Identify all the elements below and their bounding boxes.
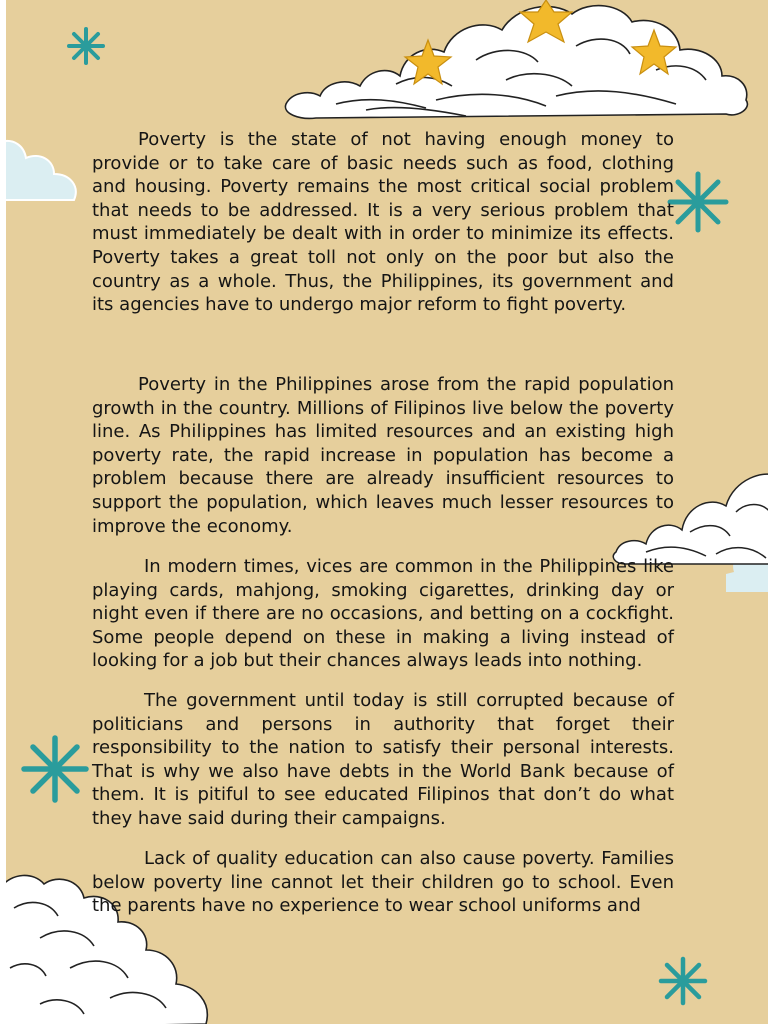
paragraph-education: Lack of quality education can also cause poverty. Families below poverty line cannot let their children go to school. Even the parents have no experience to wear school uniforms and [92,848,674,917]
paragraph-vices: In modern times, vices are common in the Philippines like playing cards, mahjong, smoking cigarettes, drinking day or night even if there are no occasions, and betting on a cockfight. Some people depend on these in making a living instead of looking for a job but their chances always leads into nothing. [92,556,674,672]
asterisk-icon [656,954,710,1008]
paragraph-population: Poverty in the Philippines arose from the rapid population growth in the country. Millions of Filipinos live below the poverty line. As Philippines has limited resources and an existing high poverty rate, the rapid increase in population has become a problem because there are already insufficient resources to support the population, which leaves much lesser resources to improve the economy. [92,374,674,537]
paragraph-government: The government until today is still corrupted because of politicians and persons in authority that forget their responsibility to the nation to satisfy their personal interests. That is why we also have debts in the World Bank because of them. It is pitiful to see educated Filipinos that don’t do what they have said during their campaigns. [92,690,674,829]
paragraph-intro: Poverty is the state of not having enough money to provide or to take care of basic needs such as food, clothing and housing. Poverty remains the most critical social problem that needs to be addressed. It is a very serious problem that must immediately be dealt with in order to minimize its effects. Poverty takes a great toll not only on the poor but also the country as a whole. Thus, the Philippines, its government and its agencies have to undergo major reform to fight poverty. [92,129,674,316]
document-page [6,0,768,1024]
asterisk-icon [664,168,732,236]
pale-cloud-icon [6,130,90,230]
asterisk-icon [18,732,92,806]
cloud-with-stars-icon [276,0,756,128]
asterisk-icon [64,24,108,68]
